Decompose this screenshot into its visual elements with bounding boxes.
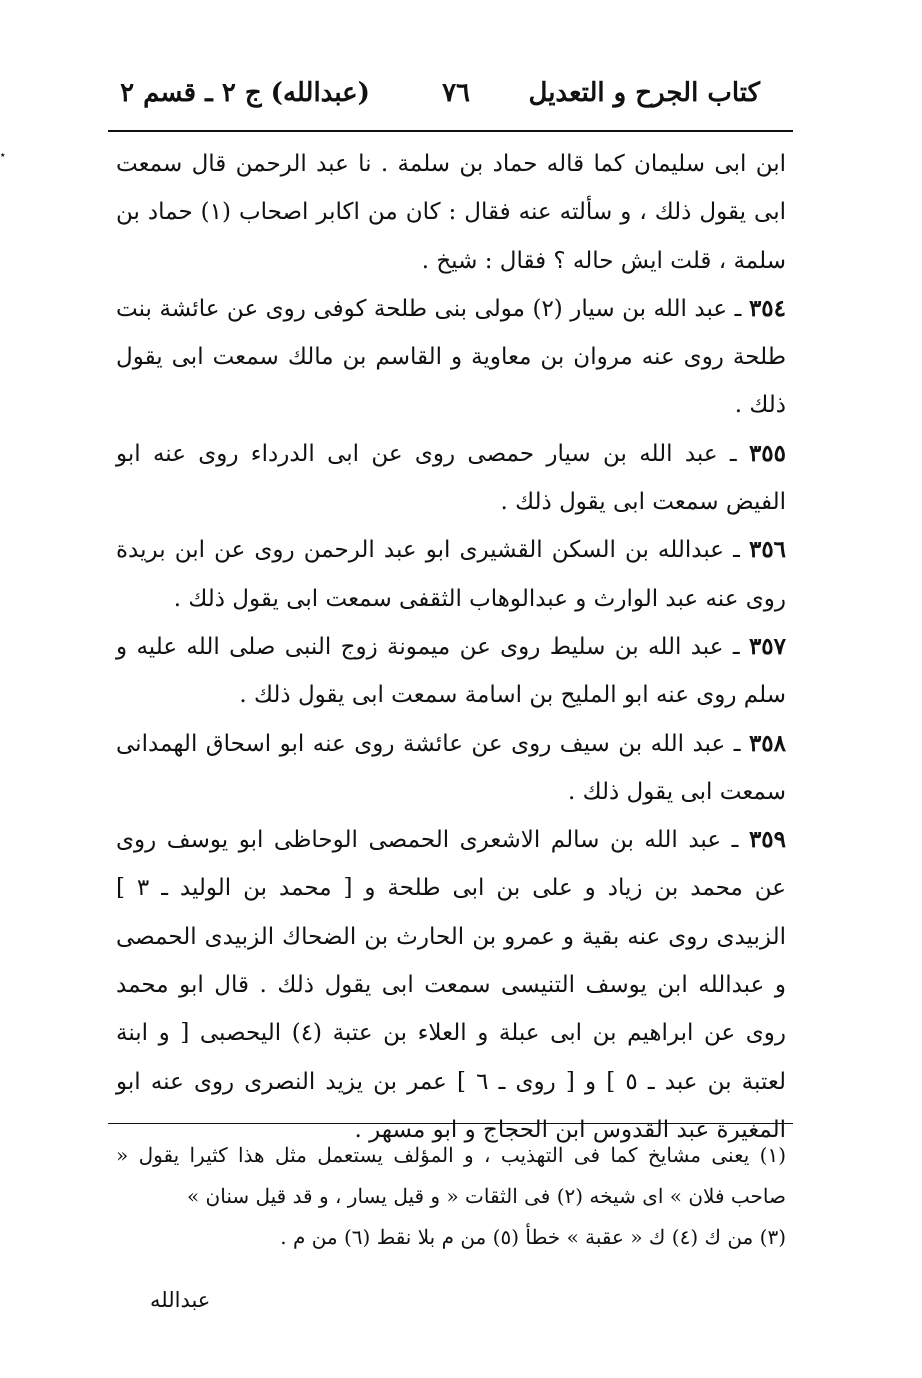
entry-358 [116, 720, 786, 817]
entry-number: ٣٥٥ [748, 439, 787, 467]
main-text [116, 140, 786, 1154]
entry-dash: ـ [729, 440, 737, 467]
entry-dash: ـ [734, 295, 742, 322]
entry-number: ٣٥٦ [748, 536, 787, 564]
entry-text: عبد الله بن سيار حمصى روى عن ابى الدرداء روى عنه ابو الفيض سمعت ابى يقول ذلك . [116, 440, 786, 516]
book-title: كتاب الجرح و التعديل [528, 78, 760, 108]
entry-text: عبد الله بن سيار (٢) مولى بنى طلحة كوفى روى عن عائشة بنت طلحة روى عنه مروان بن معاوية و القاسم بن مالك سمعت ابى يقول ذلك . [116, 295, 786, 419]
footnotes [116, 1135, 786, 1258]
entry-number: ٣٥٧ [748, 632, 786, 660]
footnote-rule [108, 1123, 793, 1124]
catchword: عبدالله [150, 1288, 211, 1312]
continuation-paragraph: ابن ابى سليمان كما قاله حماد بن سلمة . نا عبد الرحمن قال سمعت ابى يقول ذلك ، و سألته عنه فقال : كان من اكابر اصحاب (١) حماد بن سلمة ، قلت ايش حاله ؟ فقال : شيخ . [116, 151, 787, 274]
footnote-line: (١) يعنى مشايخ كما فى التهذيب ، و المؤلف يستعمل مثل هذا كثيرا يقول « صاحب فلان » اى شيخه (٢) فى الثقات « و قيل يسار ، و قد قيل سنان » [116, 1143, 786, 1208]
entry-dash: ـ [733, 537, 740, 564]
header-rule [108, 130, 793, 132]
entry-dash: ـ [733, 730, 741, 757]
volume-label: (عبدالله) ج ٢ ـ قسم ٢ [120, 78, 370, 108]
entry-dash: ـ [731, 827, 739, 854]
footnote-line: (٣) من ك (٤) ك « عقبة » خطأ (٥) من م بلا نقط (٦) من م . [280, 1225, 786, 1249]
entry-number: ٣٥٩ [748, 826, 787, 854]
page-number: ٧٦ [442, 78, 470, 108]
entry-number: ٣٥٨ [748, 729, 787, 757]
entry-354 [116, 285, 786, 430]
entry-text: عبد الله بن سليط روى عن ميمونة زوج النبى صلى الله عليه و سلم روى عنه ابو المليح بن اسامة سمعت ابى يقول ذلك . [116, 633, 786, 709]
entry-357 [116, 623, 786, 720]
entry-text: عبد الله بن سيف روى عن عائشة روى عنه ابو اسحاق الهمدانى سمعت ابى يقول ذلك . [116, 730, 786, 805]
entry-text: عبدالله بن السكن القشيرى ابو عبد الرحمن روى عن ابن بريدة روى عنه عبد الوارث و عبدالوهاب الثقفى سمعت ابى يقول ذلك . [116, 537, 786, 612]
running-header [110, 78, 770, 120]
entry-text: عبد الله بن سالم الاشعرى الحمصى الوحاظى ابو يوسف روى عن محمد بن زياد و على بن ابى طلحة و [ محمد بن الوليد ـ ٣ ] الزبيدى روى عنه بقية و عمرو بن الحارث بن الضحاك الزبيدى الحمصى و عبدالله ابن يوسف التنيسى سمعت ابى يقول ذلك . قال ابو محمد روى عن ابراهيم بن ابى عبلة و العلاء بن عتبة (٤) اليحصبى [ و ابنة لعتبة بن عبد ـ ٥ ] و [ روى ـ ٦ ] عمر بن يزيد النصرى روى عنه ابو المغيرة عبد القدوس ابن الحجاج و ابو مسهر . [116, 827, 786, 1143]
margin-mark: ٭ [0, 150, 6, 161]
entry-356 [116, 526, 786, 623]
entry-number: ٣٥٤ [748, 294, 786, 322]
entry-355 [116, 430, 786, 527]
entry-dash: ـ [732, 633, 740, 660]
entry-359 [116, 816, 786, 1154]
